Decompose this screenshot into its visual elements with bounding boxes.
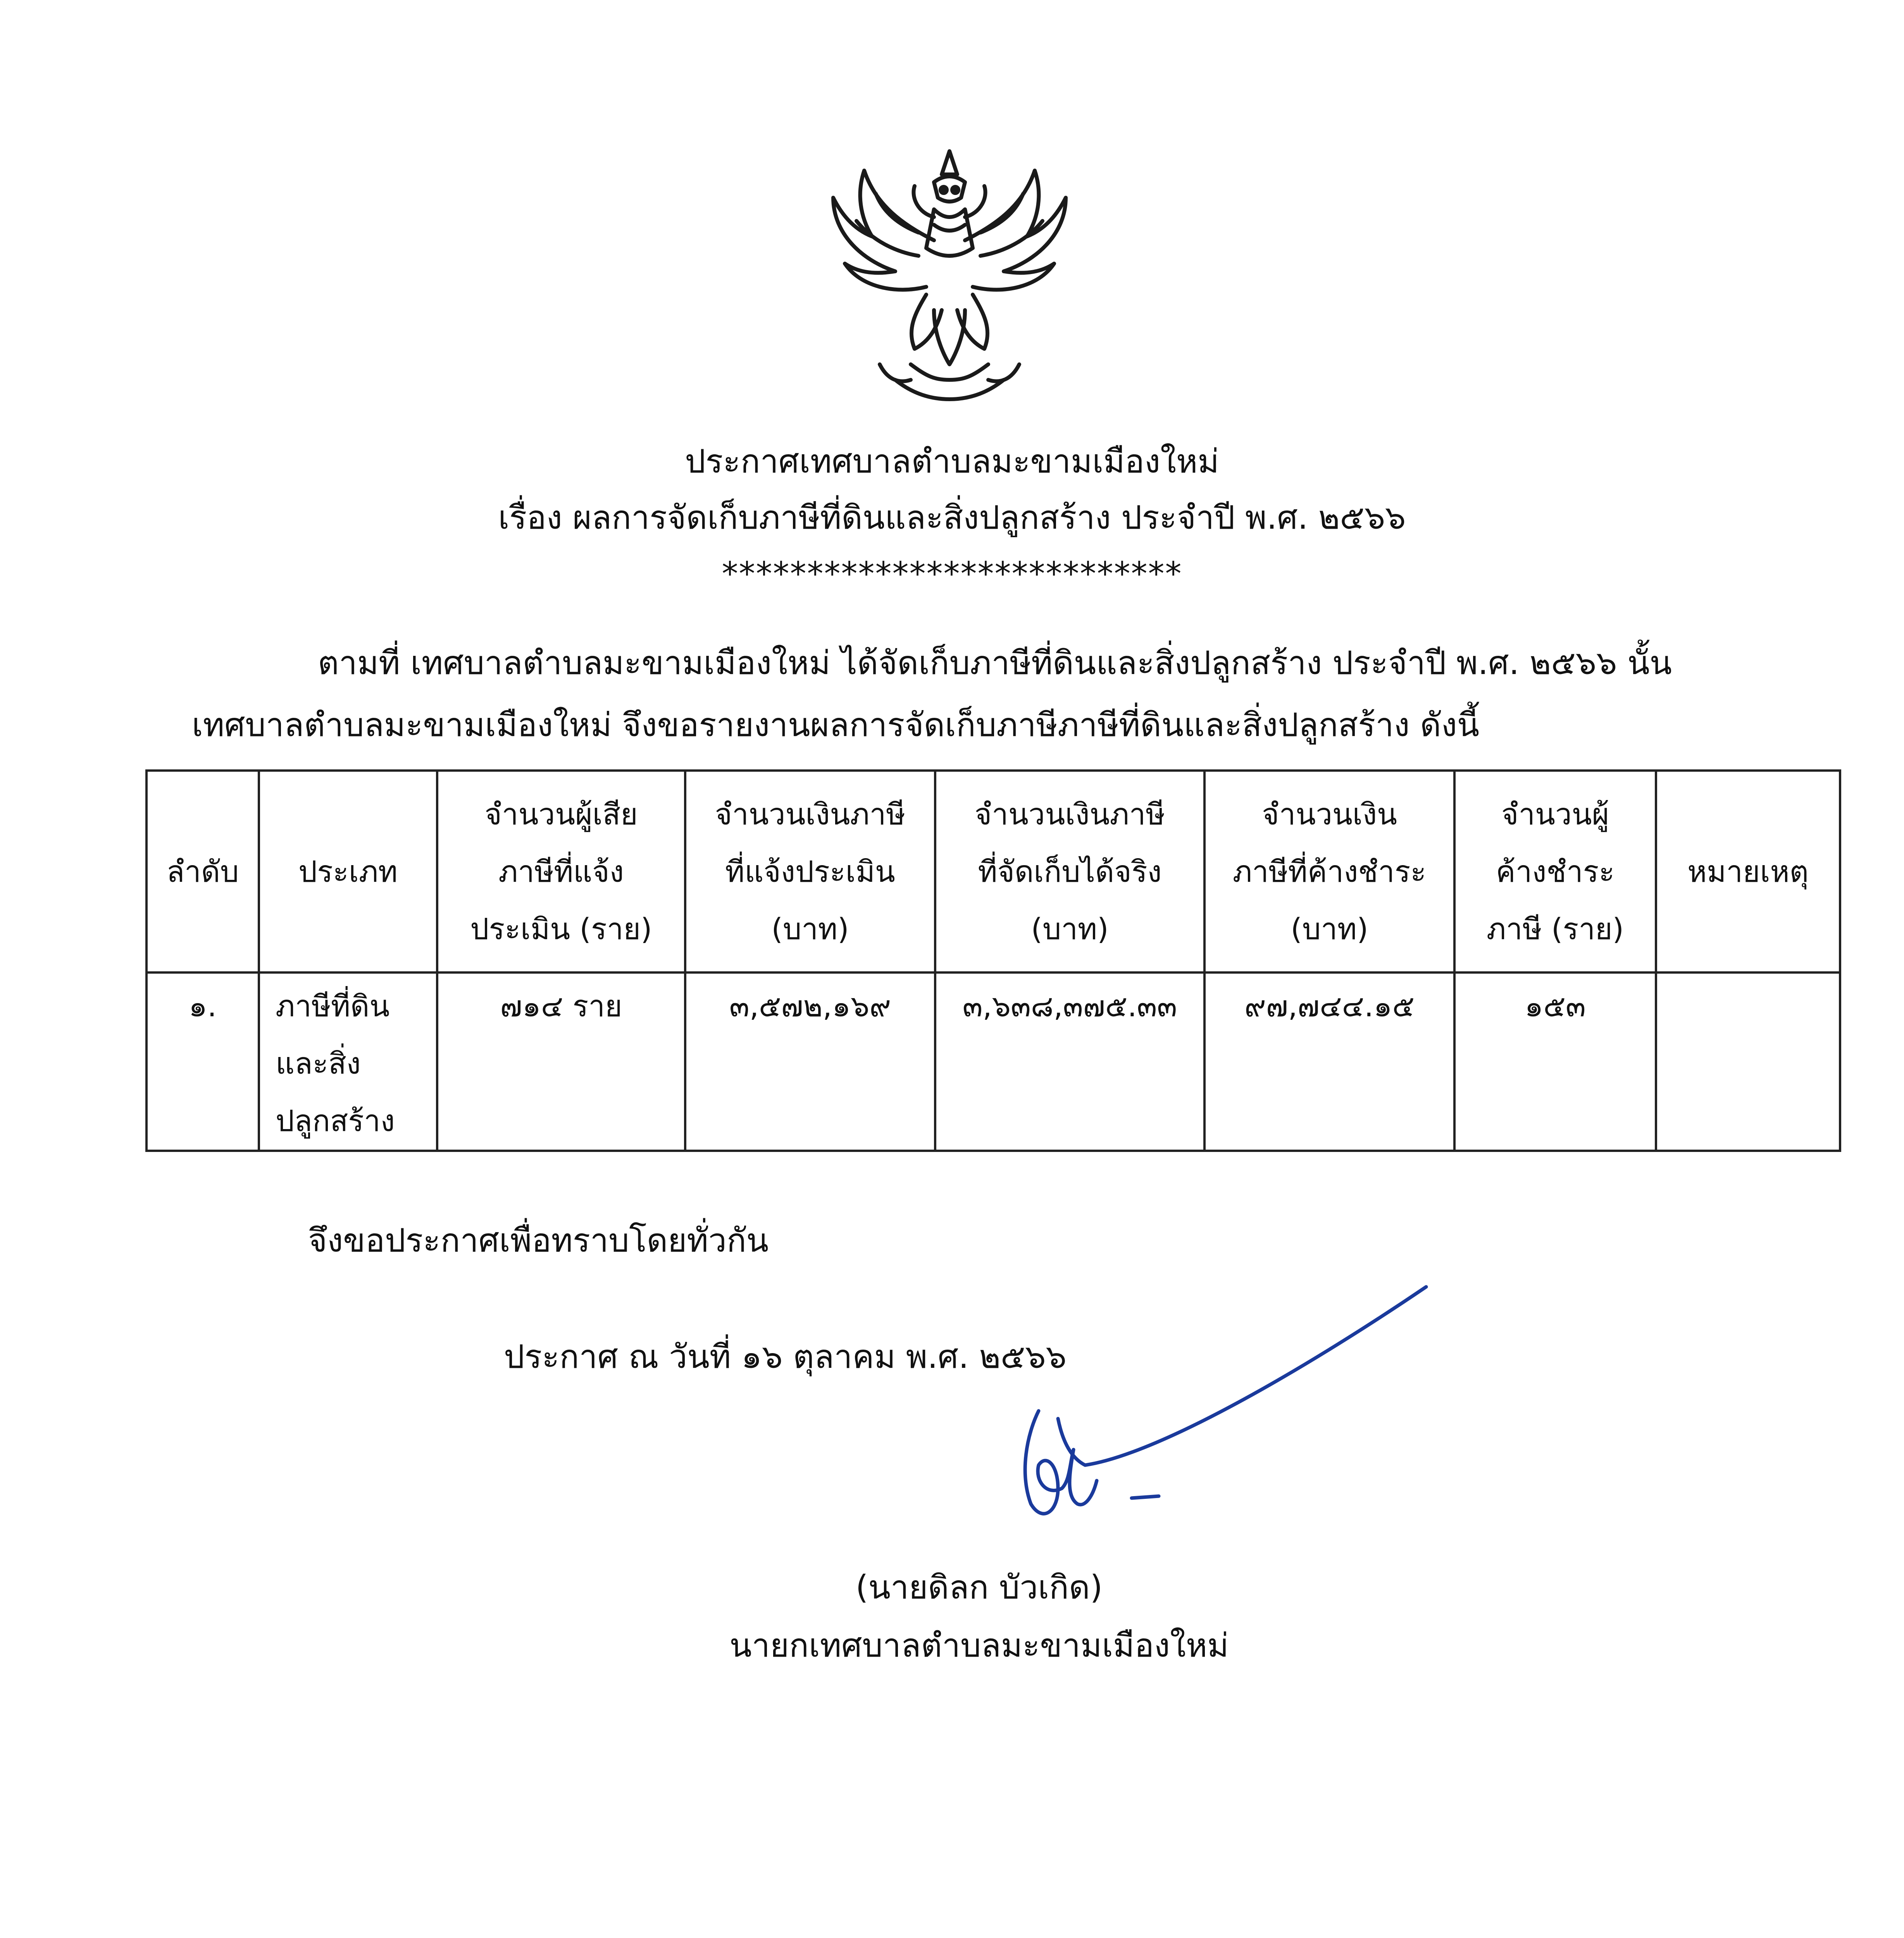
header-line: จำนวนผู้เสีย <box>484 797 638 831</box>
body-paragraph-line1: ตามที่ เทศบาลตำบลมะขามเมืองใหม่ ได้จัดเก็บภาษีที่ดินและสิ่งปลูกสร้าง ประจำปี พ.ศ. ๒๕๖๖ นั้น <box>318 644 1672 682</box>
header-line: ลำดับ <box>166 854 239 889</box>
tax-report-table <box>145 769 1841 1152</box>
cell-remark <box>1656 972 1840 1151</box>
header-outstanding-amount <box>1204 771 1454 972</box>
header-no <box>146 771 259 972</box>
header-line: ที่แจ้งประเมิน <box>725 854 895 889</box>
header-line: ภาษีที่ค้างชำระ <box>1232 854 1427 889</box>
cell-assessed-taxpayers: ๗๑๔ ราย <box>437 972 685 1151</box>
signature-image <box>969 1271 1457 1558</box>
header-collected-amount <box>935 771 1204 972</box>
cell-outstanding-amount: ๙๗,๗๔๔.๑๕ <box>1204 972 1454 1151</box>
header-line: ประเมิน (ราย) <box>470 911 652 946</box>
header-remark <box>1656 771 1840 972</box>
type-line: ภาษีที่ดิน <box>276 989 390 1023</box>
header-line: จำนวนเงินภาษี <box>715 797 906 831</box>
header-line: (บาท) <box>771 911 849 946</box>
header-line: ค้างชำระ <box>1496 854 1615 889</box>
cell-no: ๑. <box>146 972 259 1151</box>
header-line: หมายเหตุ <box>1687 854 1809 889</box>
header-assessed-amount <box>685 771 935 972</box>
header-line: จำนวนเงิน <box>1262 797 1397 831</box>
body-paragraph-line2: เทศบาลตำบลมะขามเมืองใหม่ จึงขอรายงานผลการจัดเก็บภาษีภาษีที่ดินและสิ่งปลูกสร้าง ดังนี้ <box>192 706 1480 744</box>
announcement-subject: เรื่อง ผลการจัดเก็บภาษีที่ดินและสิ่งปลูกสร้าง ประจำปี พ.ศ. ๒๕๖๖ <box>498 498 1406 536</box>
announcement-title: ประกาศเทศบาลตำบลมะขามเมืองใหม่ <box>685 442 1219 480</box>
cell-collected-amount: ๓,๖๓๘,๓๗๕.๓๓ <box>935 972 1204 1151</box>
divider: *************************** <box>722 555 1182 593</box>
closing-date: ประกาศ ณ วันที่ ๑๖ ตุลาคม พ.ศ. ๒๕๖๖ <box>504 1338 1067 1376</box>
table-header-row <box>146 771 1840 972</box>
cell-assessed-amount: ๓,๕๗๒,๑๖๙ <box>685 972 935 1151</box>
table-row <box>146 972 1840 1151</box>
header-line: (บาท) <box>1031 911 1109 946</box>
header-outstanding-taxpayers <box>1454 771 1656 972</box>
header-line: ประเภท <box>298 854 398 889</box>
closing-announce: จึงขอประกาศเพื่อทราบโดยทั่วกัน <box>308 1221 769 1259</box>
header-assessed-taxpayers <box>437 771 685 972</box>
header-line: จำนวนเงินภาษี <box>974 797 1165 831</box>
type-line: และสิ่ง <box>276 1046 361 1081</box>
header-line: ภาษีที่แจ้ง <box>498 854 624 889</box>
header-line: ภาษี (ราย) <box>1486 911 1624 946</box>
cell-type <box>259 972 437 1151</box>
garuda-emblem-icon <box>818 147 1081 403</box>
signatory-name: (นายดิลก บัวเกิด) <box>855 1568 1103 1606</box>
header-line: จำนวนผู้ <box>1501 797 1609 831</box>
header-type <box>259 771 437 972</box>
cell-outstanding-taxpayers: ๑๕๓ <box>1454 972 1656 1151</box>
type-line: ปลูกสร้าง <box>276 1103 395 1138</box>
header-line: (บาท) <box>1291 911 1368 946</box>
signatory-position: นายกเทศบาลตำบลมะขามเมืองใหม่ <box>729 1626 1229 1664</box>
header-line: ที่จัดเก็บได้จริง <box>978 854 1162 889</box>
